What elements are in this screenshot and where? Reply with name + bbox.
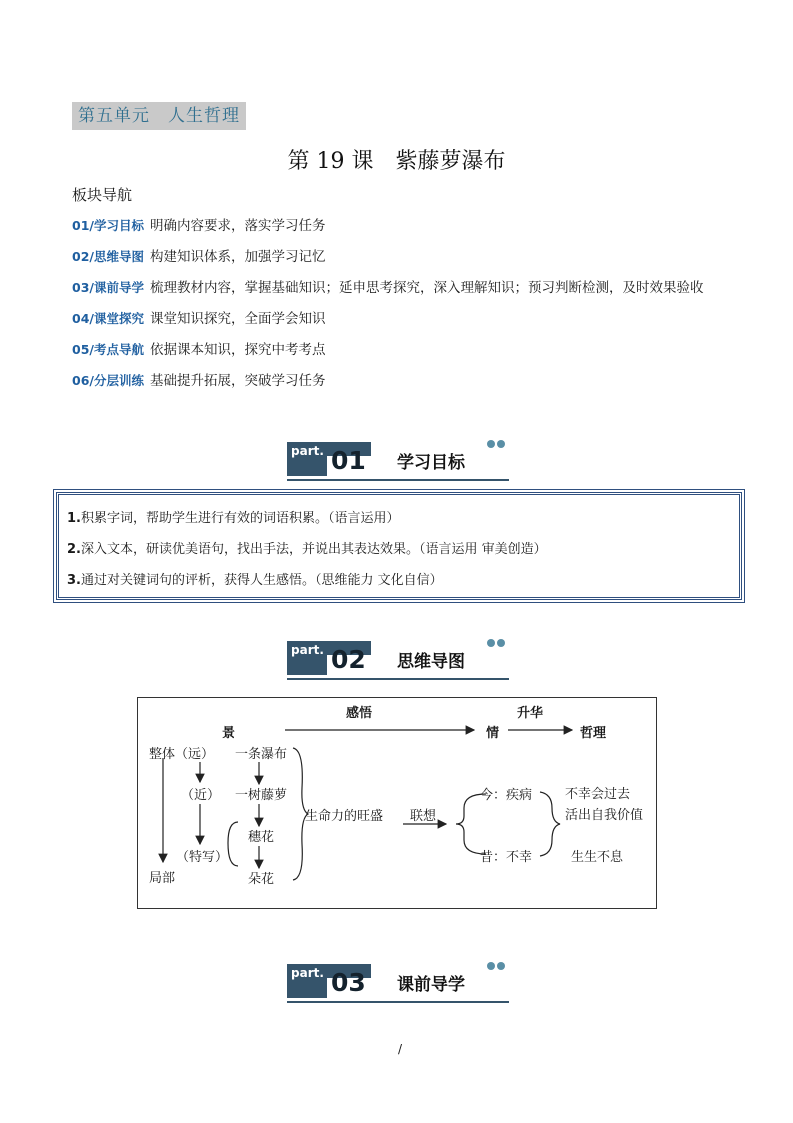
- nav-desc: 明确内容要求，落实学习任务: [149, 218, 326, 234]
- part-underline: [287, 678, 509, 680]
- label-jing: 景: [222, 726, 236, 741]
- goal-text: 积累字词，帮助学生进行有效的词语积累。（语言运用）: [80, 511, 400, 526]
- mind-map: [137, 697, 657, 909]
- part-03-heading: [287, 960, 509, 1004]
- nav-code: 05/考点导航: [72, 342, 144, 357]
- nav-desc: 梳理教材内容，掌握基础知识；延申思考探究，深入理解知识；预习判断检测，及时效果验收: [149, 280, 704, 296]
- part-word: part.: [291, 643, 324, 657]
- node-result-2: 活出自我价值: [565, 808, 644, 823]
- part-word: part.: [291, 966, 324, 980]
- nav-item: [72, 340, 703, 371]
- page-number: /: [398, 1042, 403, 1056]
- decor-dots-icon: [487, 438, 509, 448]
- part-title: 学习目标: [397, 453, 465, 473]
- nav-code: 02/思维导图: [72, 249, 144, 264]
- node-now: 今：疾病: [480, 788, 533, 803]
- label-zhengti: 整体（远）: [149, 747, 215, 762]
- unit-tag: 第五单元 人生哲理: [72, 102, 246, 130]
- goal-item: [67, 507, 400, 526]
- decor-dots-icon: [487, 637, 509, 647]
- nav-heading: 板块导航: [72, 186, 133, 204]
- nav-desc: 构建知识体系，加强学习记忆: [149, 249, 326, 265]
- node-waterfall: 一条瀑布: [235, 747, 288, 762]
- nav-item: [72, 371, 703, 402]
- goal-num: 2.: [67, 542, 81, 557]
- nav-code: 03/课前导学: [72, 280, 144, 295]
- decor-dots-icon: [487, 960, 509, 970]
- goal-num: 1.: [67, 511, 81, 526]
- label-texie: （特写）: [176, 850, 229, 865]
- nav-code: 04/课堂探究: [72, 311, 144, 326]
- part-word: part.: [291, 444, 324, 458]
- part-01-heading: [287, 438, 509, 482]
- goal-text: 深入文本，研读优美语句，找出手法，并说出其表达效果。（语言运用 审美创造）: [80, 542, 547, 557]
- goal-text: 通过对关键词句的评析，获得人生感悟。（思维能力 文化自信）: [80, 573, 443, 588]
- part-number: 01: [331, 446, 366, 475]
- nav-code: 01/学习目标: [72, 218, 144, 233]
- nav-desc: 基础提升拓展，突破学习任务: [149, 373, 326, 389]
- goal-item: [67, 538, 547, 557]
- nav-desc: 课堂知识探究，全面学会知识: [149, 311, 326, 327]
- nav-item: [72, 247, 703, 278]
- node-past: 昔：不幸: [480, 850, 533, 865]
- nav-item: [72, 309, 703, 340]
- node-vitality: 生命力的旺盛: [305, 809, 384, 824]
- label-zheli: 哲理: [580, 726, 607, 741]
- label-shenghua: 升华: [517, 706, 544, 721]
- part-underline: [287, 479, 509, 481]
- part-number: 02: [331, 645, 366, 674]
- part-02-heading: [287, 637, 509, 681]
- nav-item: [72, 278, 703, 309]
- part-number: 03: [331, 968, 366, 997]
- node-flower: 朵花: [248, 872, 275, 887]
- label-ganwu: 感悟: [346, 706, 373, 721]
- goal-item: [67, 569, 443, 588]
- label-jubu: 局部: [149, 871, 176, 886]
- label-jin: （近）: [181, 788, 221, 803]
- node-result-3: 生生不息: [571, 850, 624, 865]
- nav-desc: 依据课本知识，探究中考考点: [149, 342, 326, 358]
- goal-num: 3.: [67, 573, 81, 588]
- part-underline: [287, 1001, 509, 1003]
- node-result-1: 不幸会过去: [565, 787, 631, 802]
- node-cluster: 穗花: [248, 830, 275, 845]
- lesson-title: 第 19 课 紫藤萝瀑布: [287, 149, 506, 174]
- nav-code: 06/分层训练: [72, 373, 144, 388]
- nav-item: [72, 216, 703, 247]
- label-qing: 情: [486, 726, 500, 741]
- part-title: 思维导图: [397, 652, 465, 672]
- node-wisteria-tree: 一树藤萝: [235, 788, 288, 803]
- learning-goals-box: [56, 492, 742, 600]
- node-association: 联想: [410, 809, 437, 824]
- part-title: 课前导学: [397, 975, 465, 995]
- nav-list: [72, 216, 703, 402]
- mind-map-lines: [138, 698, 656, 908]
